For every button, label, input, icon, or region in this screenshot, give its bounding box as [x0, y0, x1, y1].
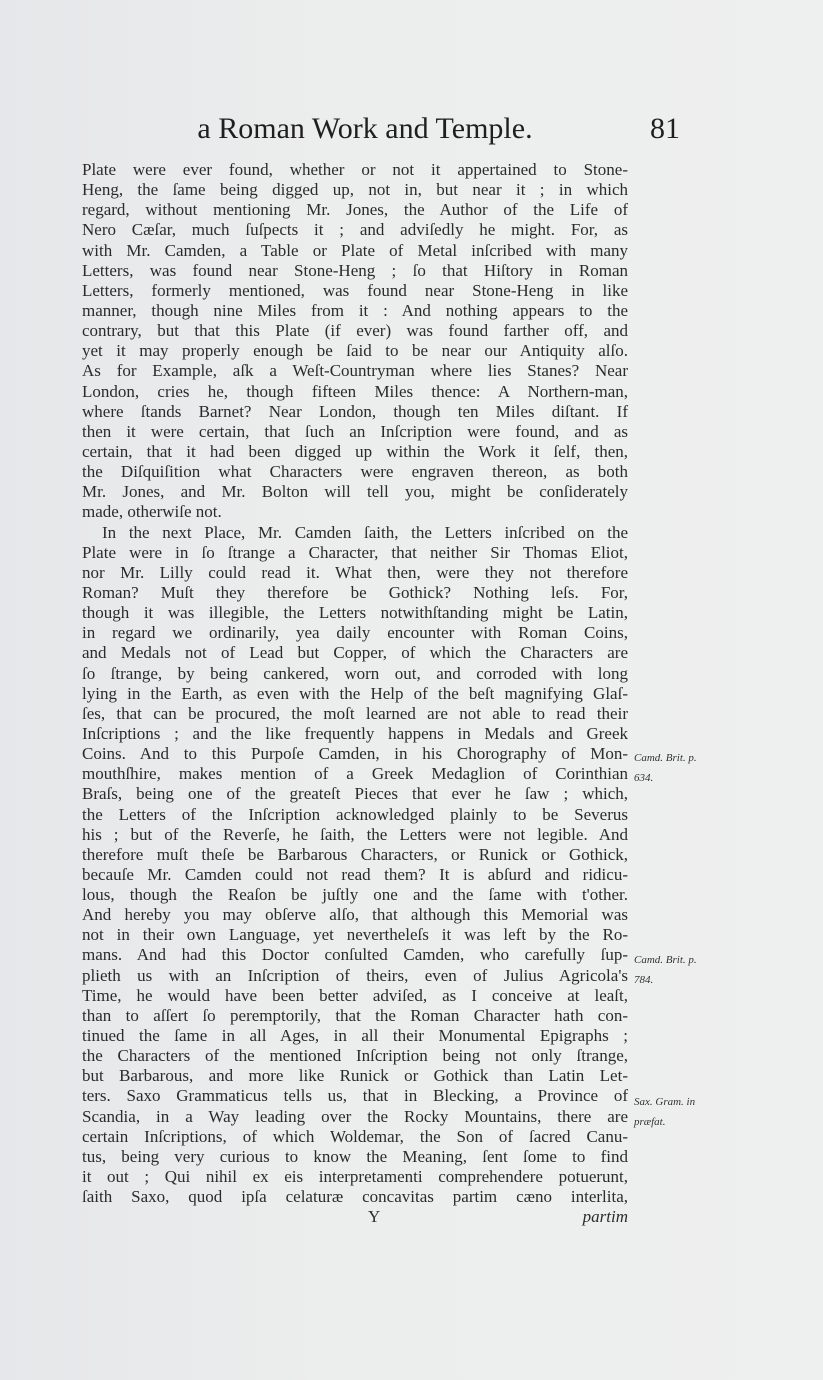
text-line: ſes, that can be procured, the moſt learned are not able to read their: [82, 703, 628, 723]
page-number: 81: [650, 112, 680, 145]
margin-note-line: præfat.: [634, 1116, 666, 1128]
margin-note-line: Camd. Brit. p.: [634, 954, 697, 966]
body-text: [82, 160, 628, 1227]
text-line: certain Inſcriptions, of which Woldemar, the Son of ſacred Canu-: [82, 1126, 628, 1146]
text-line: tinued the ſame in all Ages, in all their Monumental Epigraphs ;: [82, 1026, 628, 1046]
margin-note-line: Sax. Gram. in: [634, 1096, 696, 1108]
text-line: the Characters of the mentioned Inſcription being not only ſtrange,: [82, 1046, 628, 1066]
text-line: In the next Place, Mr. Camden ſaith, the Letters inſcribed on the: [102, 522, 628, 542]
text-line: the Diſquiſition what Characters were engraven thereon, as both: [82, 462, 628, 482]
text-line: Letters, formerly mentioned, was found near Stone-Heng in like: [82, 280, 628, 300]
text-line: Plate were ever found, whether or not it appertained to Stone-: [82, 160, 628, 179]
text-line: Nero Cæſar, much ſuſpects it ; and adviſedly he might. For, as: [82, 220, 628, 240]
margin-note: [634, 950, 697, 990]
text-line: then it were certain, that ſuch an Inſcription were found, and as: [82, 421, 628, 441]
text-line: regard, without mentioning Mr. Jones, the Author of the Life of: [82, 200, 628, 220]
text-line: the Letters of the Inſcription acknowledged plainly to be Severus: [82, 804, 628, 824]
margin-note: [634, 748, 697, 788]
text-line: though it was illegible, the Letters notwithſtanding might be Latin,: [82, 603, 628, 623]
footer-line: [82, 1207, 628, 1227]
text-line: ters. Saxo Grammaticus tells us, that in Blecking, a Province of: [82, 1086, 628, 1106]
margin-note: [634, 1092, 695, 1132]
text-line: it out ; Qui nihil ex eis interpretamenti comprehendere potuerunt,: [82, 1167, 628, 1187]
text-line: manner, though nine Miles from it : And nothing appears to the: [82, 300, 628, 320]
text-line: Time, he would have been better adviſed, as I conceive at leaſt,: [82, 985, 628, 1005]
text-line: And hereby you may obſerve alſo, that although this Memorial was: [82, 905, 628, 925]
text-line: becauſe Mr. Camden could not read them? It is abſurd and ridicu-: [82, 864, 628, 884]
text-line: his ; but of the Reverſe, he ſaith, the Letters were not legible. And: [82, 824, 628, 844]
text-line: nor Mr. Lilly could read it. What then, were they not therefore: [82, 562, 628, 582]
text-line: with Mr. Camden, a Table or Plate of Metal inſcribed with many: [82, 240, 628, 260]
text-line: ſo ſtrange, by being cankered, worn out, and corroded with long: [82, 663, 628, 683]
text-line: Inſcriptions ; and the like frequently happens in Medals and Greek: [82, 723, 628, 743]
text-line: Braſs, being one of the greateſt Pieces that ever he ſaw ; which,: [82, 784, 628, 804]
text-line: mans. And had this Doctor conſulted Camden, who carefully ſup-: [82, 945, 628, 965]
text-line: not in their own Language, yet neverthelеſs it was left by the Ro-: [82, 925, 628, 945]
margin-note-line: 634.: [634, 772, 654, 784]
text-line: tus, being very curious to know the Meaning, ſent ſome to find: [82, 1146, 628, 1166]
margin-note-line: Camd. Brit. p.: [634, 752, 697, 764]
catchword: partim: [582, 1207, 628, 1227]
text-line: Scandia, in a Way leading over the Rocky Mountains, there are: [82, 1106, 628, 1126]
text-line: mouthſhire, makes mention of a Greek Medaglion of Corinthian: [82, 764, 628, 784]
text-line: plieth us with an Inſcription of theirs, even of Julius Agricola's: [82, 965, 628, 985]
text-line: Mr. Jones, and Mr. Bolton will tell you, might be conſiderately: [82, 482, 628, 502]
text-line: Coins. And to this Purpoſe Camden, in his Chorography of Mon-: [82, 744, 628, 764]
signature-mark: Y: [368, 1207, 381, 1227]
text-line: made, otherwiſe not.: [82, 502, 222, 522]
text-line: ſaith Saxo, quod ipſa celaturæ concavitas partim cæno interlita,: [82, 1187, 628, 1207]
text-line: therefore muſt theſe be Barbarous Characters, or Runick or Gothick,: [82, 844, 628, 864]
text-line: than to aſſert ſo peremptorily, that the Roman Character hath con-: [82, 1005, 628, 1025]
text-line: certain, that it had been digged up within the Work it ſelf, then,: [82, 441, 628, 461]
text-line: Heng, the ſame being digged up, not in, but near it ; in which: [82, 180, 628, 200]
text-line: lying in the Earth, as even with the Help of the beſt magnifying Glaſ-: [82, 683, 628, 703]
text-line: Plate were in ſo ſtrange a Character, that neither Sir Thomas Eliot,: [82, 542, 628, 562]
text-line: Letters, was found near Stone-Heng ; ſo that Hiſtory in Roman: [82, 260, 628, 280]
running-title: a Roman Work and Temple.: [197, 112, 533, 145]
text-line: and Medals not of Lead but Copper, of which the Characters are: [82, 643, 628, 663]
text-line: but Barbarous, and more like Runick or Gothick than Latin Let-: [82, 1066, 628, 1086]
text-line: London, cries he, though fifteen Miles thence: A Northern-man,: [82, 381, 628, 401]
margin-note-line: 784.: [634, 974, 654, 986]
text-line: yet it may properly enough be ſaid to be near our Antiquity alſo.: [82, 341, 628, 361]
text-line: contrary, but that this Plate (if ever) was found farther off, and: [82, 321, 628, 341]
text-line: Roman? Muſt they therefore be Gothick? Nothing leſs. For,: [82, 582, 628, 602]
text-line: lous, though the Reaſon be juſtly one and the ſame with t'other.: [82, 885, 628, 905]
text-line: As for Example, aſk a Weſt-Countryman where lies Stanes? Near: [82, 361, 628, 381]
text-line: in regard we ordinarily, yea daily encounter with Roman Coins,: [82, 623, 628, 643]
page-header: [0, 112, 823, 152]
text-line: where ſtands Barnet? Near London, though ten Miles diſtant. If: [82, 401, 628, 421]
